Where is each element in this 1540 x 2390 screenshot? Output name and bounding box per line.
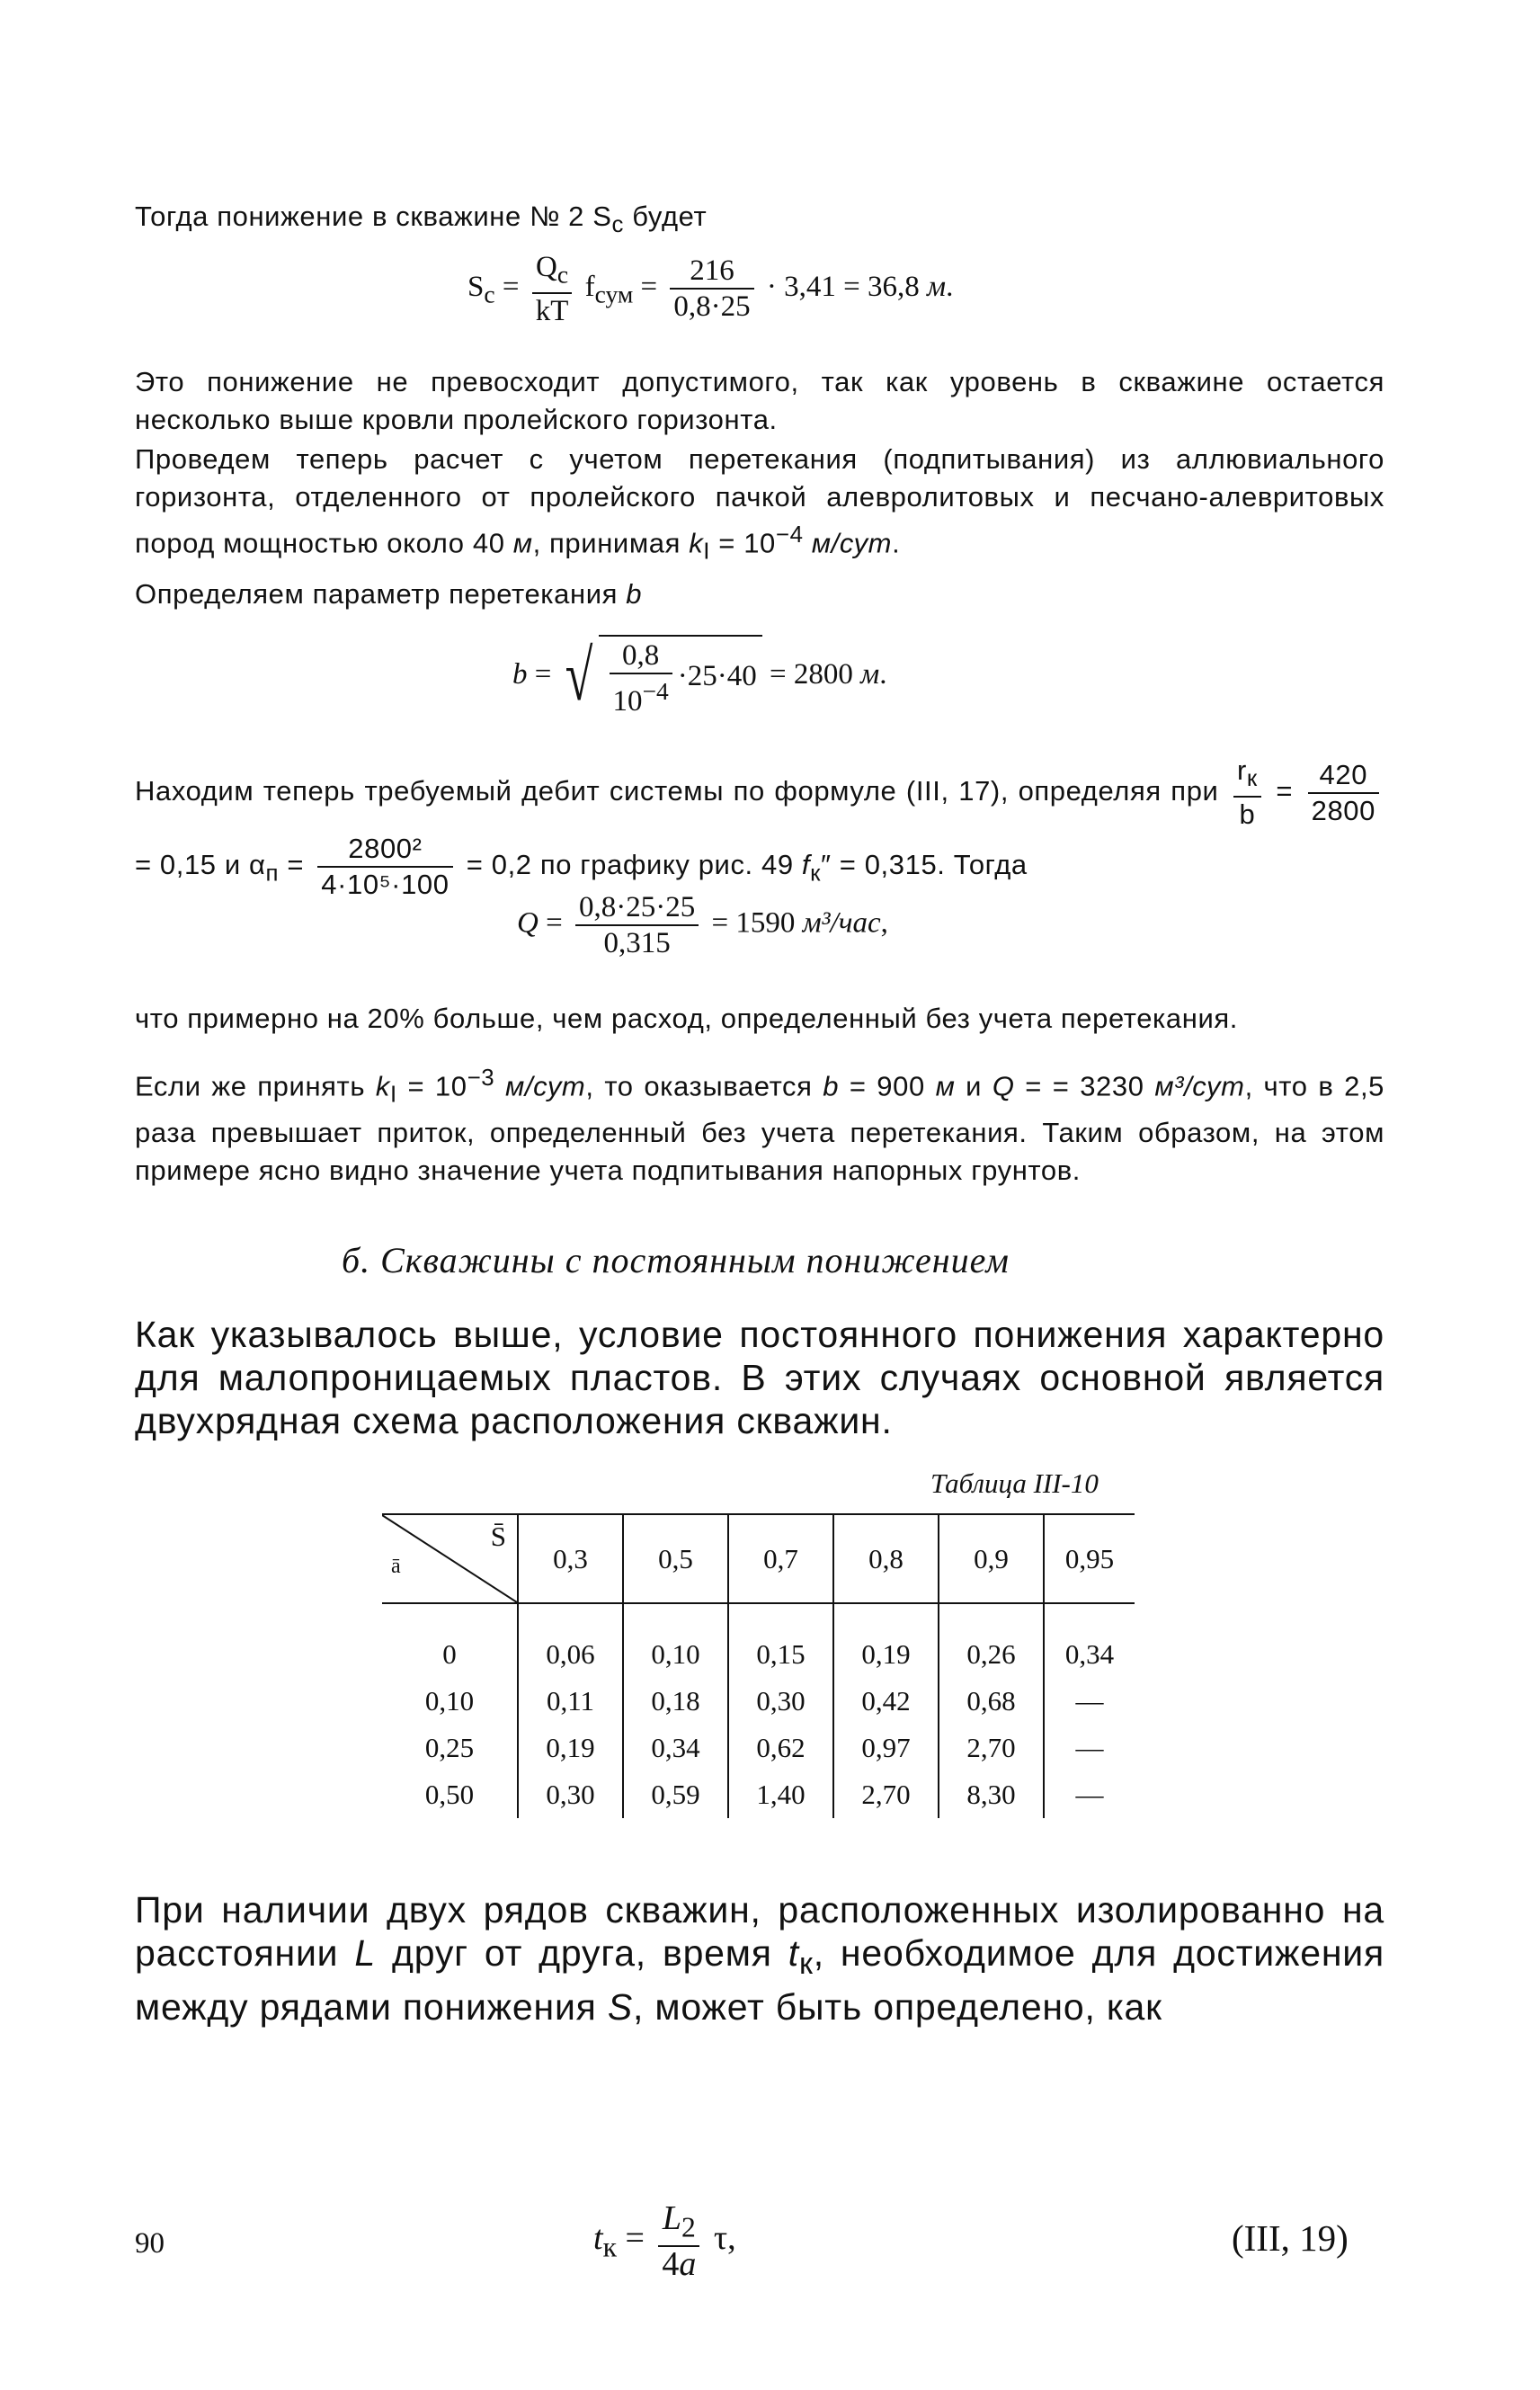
table-cell: 0,59 bbox=[623, 1771, 728, 1818]
paragraph-leakage-calc: Проведем теперь расчет с учетом перетекания (подпитывания) из аллювиального горизонта, отделенного от пролейского пачкой алевролитовых и песчано-алевритовых пород мощностью около 40 м, принимая $k_I = 10^{-4}$ м/сут. bbox=[135, 443, 1384, 565]
column-header: 0,3 bbox=[518, 1514, 623, 1603]
equation-number: (III, 19) bbox=[1232, 2217, 1349, 2259]
row-header-cell: 0,50 bbox=[424, 1779, 475, 1810]
paragraph-constant-drawdown: Как указывалось выше, условие постоянного понижения характерно для малопроницаемых пластов. В этих случаях основной является двухрядная схема расположения скважин. bbox=[135, 1314, 1384, 1441]
equation-drawdown: $S_c$ = $\frac{Q_c}{kT}$ $f_{сум}$ = $\frac{216}{0,8\cdot 25}$ · 3,41 = 36,8 м. bbox=[467, 251, 954, 327]
data-table bbox=[382, 1513, 1135, 1818]
column-header: 0,7 bbox=[728, 1514, 833, 1603]
table-cell: 0,15 bbox=[728, 1603, 833, 1678]
equation-time: $t_к$ = $\frac{L_2}{4a}$ τ, bbox=[593, 2199, 736, 2283]
paragraph-two-rows: При наличии двух рядов скважин, расположенных изолированно на расстоянии L друг от друга, время $t_к$, необходимое для достижения между рядами понижения S, может быть определено, как bbox=[135, 1889, 1384, 2029]
column-header: 0,8 bbox=[833, 1514, 939, 1603]
equation-flow-q: Q = $\frac{0,8\cdot 25\cdot 25}{0,315}$ = 1590 м³/час, bbox=[517, 891, 888, 959]
column-header: 0,95 bbox=[1044, 1514, 1135, 1603]
table-row bbox=[382, 1678, 1135, 1725]
table-cell: 2,70 bbox=[833, 1771, 939, 1818]
paragraph-drawdown-ok: Это понижение не превосходит допустимого, так как уровень в скважине остается несколько выше кровли пролейского горизонта. bbox=[135, 366, 1384, 435]
section-heading: б. Скважины с постоянным понижением bbox=[342, 1240, 1010, 1280]
row-header-cell: 0,10 bbox=[424, 1685, 475, 1717]
paragraph-alternative-k: Если же принять $k_I = 10^{-3}$ м/сут, то оказывается b = 900 м и Q = = 3230 м³/сут, что в 2,5 раза превышает приток, определенный без учета перетекания. Таким образом, на этом примере ясно видно значение учета подпитывания напорных грунтов. bbox=[135, 1066, 1385, 1186]
column-header: 0,5 bbox=[623, 1514, 728, 1603]
page-number: 90 bbox=[135, 2227, 165, 2260]
paragraph-drawdown-intro: Тогда понижение в скважине № 2 $S_c$ будет bbox=[135, 201, 708, 238]
table-header-row bbox=[382, 1514, 1135, 1603]
table-caption: Таблица III-10 bbox=[930, 1467, 1099, 1499]
table-cell: 0,62 bbox=[728, 1725, 833, 1771]
table-cell: 0,11 bbox=[518, 1678, 623, 1725]
row-header-cell: 0 bbox=[442, 1638, 457, 1670]
table-cell: 0,19 bbox=[833, 1603, 939, 1678]
table-cell: 1,40 bbox=[728, 1771, 833, 1818]
table-cell: — bbox=[1044, 1725, 1135, 1771]
table-cell: — bbox=[1044, 1678, 1135, 1725]
corner-col-label: S̄ bbox=[490, 1521, 506, 1552]
table-cell: 0,34 bbox=[1044, 1603, 1135, 1678]
table-cell: 0,30 bbox=[518, 1771, 623, 1818]
table-cell: 0,10 bbox=[623, 1603, 728, 1678]
table-row bbox=[382, 1603, 1135, 1678]
paragraph-leakage-parameter: Определяем параметр перетекания b bbox=[135, 578, 643, 610]
row-header-cell: 0,25 bbox=[424, 1732, 475, 1763]
table-cell: 0,30 bbox=[728, 1678, 833, 1725]
column-header: 0,9 bbox=[939, 1514, 1044, 1603]
equation-leakage-b: b = √ $\frac{0,8}{10^{-4}}$ ·25·40 = 2800 м. bbox=[512, 637, 887, 718]
table-cell: 0,19 bbox=[518, 1725, 623, 1771]
table-corner-cell bbox=[382, 1514, 518, 1603]
table-cell: 0,06 bbox=[518, 1603, 623, 1678]
table-cell: 0,97 bbox=[833, 1725, 939, 1771]
table-row bbox=[382, 1771, 1135, 1818]
corner-row-label: ā bbox=[391, 1555, 401, 1578]
table-cell: 0,42 bbox=[833, 1678, 939, 1725]
table-cell: 8,30 bbox=[939, 1771, 1044, 1818]
table-cell: 2,70 bbox=[939, 1725, 1044, 1771]
table-cell: 0,34 bbox=[623, 1725, 728, 1771]
paragraph-required-flow: Находим теперь требуемый дебит системы по формуле (III, 17), определяя при $\frac{r_к}{b}$ = $\frac{420}{2800}$ = 0,15 и $\alpha_п$ = $\frac{\text{2800²}}{\text{4·10⁵·100}}$ = 0,2 по графику рис. 49 $f_к'' = 0,315$. Тогда bbox=[135, 754, 1384, 902]
table-cell: 0,68 bbox=[939, 1678, 1044, 1725]
table-cell: 0,18 bbox=[623, 1678, 728, 1725]
paragraph-flow-comparison: что примерно на 20% больше, чем расход, определенный без учета перетекания. bbox=[135, 1003, 1238, 1034]
table-row bbox=[382, 1725, 1135, 1771]
table-cell: — bbox=[1044, 1771, 1135, 1818]
table-cell: 0,26 bbox=[939, 1603, 1044, 1678]
